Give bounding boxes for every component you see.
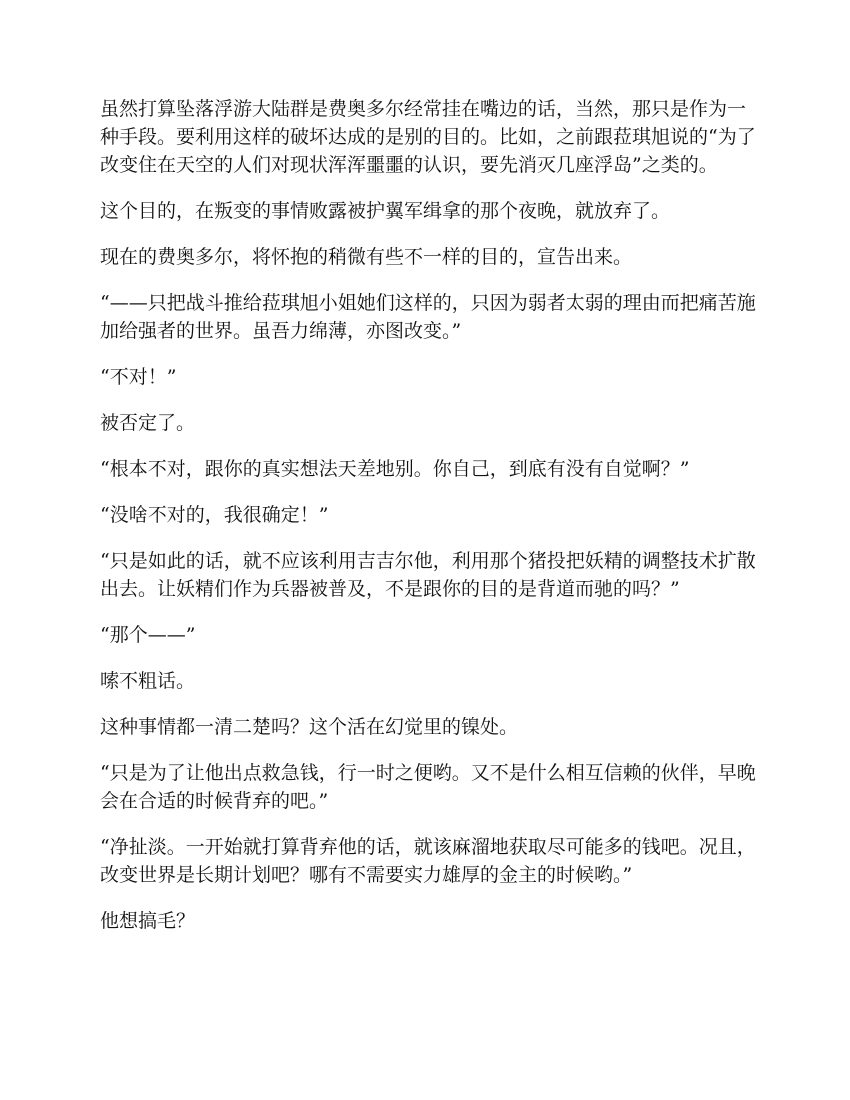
paragraph-10: “那个——”: [100, 624, 196, 646]
paragraph-4: “——只把战斗推给菈琪旭小姐她们这样的，只因为弱者太弱的理由而把痛苦施加给强者的世界。虽吾力绵薄，亦图改变。”: [100, 292, 756, 342]
paragraph-14: “净扯淡。一开始就打算背弃他的话，就该麻溜地获取尽可能多的钱吧。况且，改变世界是长期计划吧？哪有不需要实力雄厚的金主的时候哟。”: [100, 836, 756, 886]
paragraph-7: “根本不对，跟你的真实想法天差地别。你自己，到底有没有自觉啊？”: [100, 458, 690, 480]
paragraph-3: 现在的费奥多尔，将怀抱的稍微有些不一样的目的，宣告出来。: [100, 246, 633, 268]
paragraph-1: 虽然打算坠落浮游大陆群是费奥多尔经常挂在嘴边的话，当然，那只是作为一种手段。要利用这样的破坏达成的是别的目的。比如，之前跟菈琪旭说的“为了改变住在天空的人们对现状浑浑噩噩的认识，要先消灭几座浮岛”之类的。: [100, 98, 756, 176]
paragraph-5: “不对！”: [100, 366, 177, 388]
paragraph-11: 嗦不粗话。: [100, 670, 196, 692]
paragraph-12: 这种事情都一清二楚吗？这个活在幻觉里的镍处。: [100, 716, 519, 738]
paragraph-9: “只是如此的话，就不应该利用吉吉尔他，利用那个猪投把妖精的调整技术扩散出去。让妖精们作为兵器被普及，不是跟你的目的是背道而驰的吗？”: [100, 550, 756, 600]
paragraph-2: 这个目的，在叛变的事情败露被护翼军缉拿的那个夜晚，就放弃了。: [100, 200, 671, 222]
paragraph-6: 被否定了。: [100, 412, 196, 434]
document-body: [100, 95, 760, 953]
paragraph-8: “没啥不对的，我很确定！”: [100, 504, 329, 526]
paragraph-15: 他想搞毛？: [100, 910, 196, 932]
paragraph-13: “只是为了让他出点救急钱，行一时之便哟。又不是什么相互信赖的伙伴，早晚会在合适的时候背弃的吧。”: [100, 762, 756, 812]
